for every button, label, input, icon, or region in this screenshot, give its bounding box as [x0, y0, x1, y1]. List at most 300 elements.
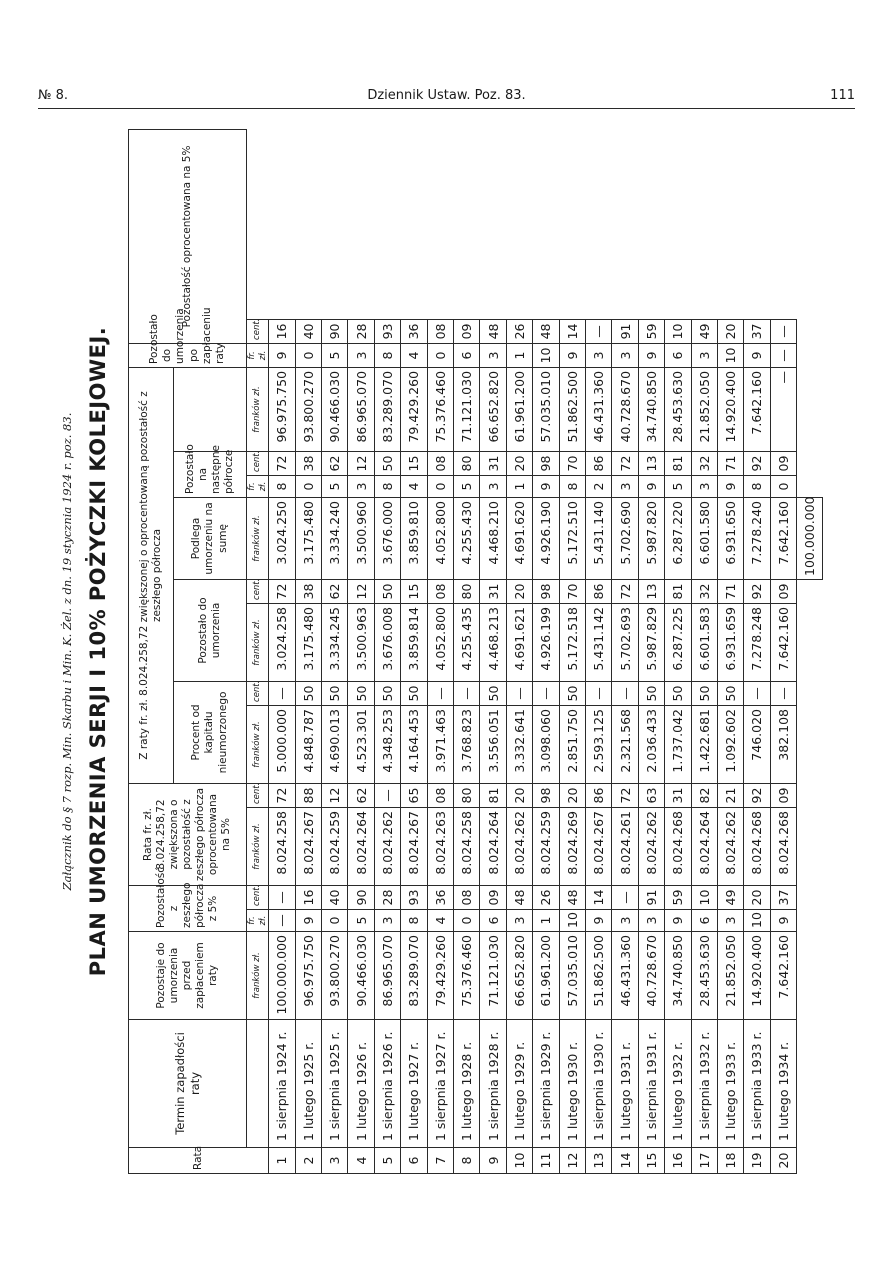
remainder-next-cent-cell: 12 — [348, 451, 374, 475]
remainder5-cent-cell: 49 — [691, 319, 717, 343]
subject-sum-cell: 7.642.160 — [770, 497, 796, 579]
rate-cent-cell: — — [374, 783, 400, 807]
remainder5-fr-cell: 3 — [612, 343, 638, 367]
remaining-cent-cell: 50 — [374, 579, 400, 603]
remainder-next-fr-cell: 1 — [506, 475, 532, 497]
remainder5-fr-cell: 9 — [744, 343, 770, 367]
term-cell: 1 lutego 1929 r. — [506, 1020, 532, 1148]
table-row — [427, 130, 453, 1174]
table-row — [717, 130, 743, 1174]
subject-sum-cell: 4.691.620 — [506, 497, 532, 579]
remaining-cent-cell: 81 — [665, 579, 691, 603]
unit-francs: franków zł. — [247, 705, 269, 783]
remainder-next-fr-cell: 9 — [638, 475, 664, 497]
remainder-prev-cent-cell: 59 — [665, 886, 691, 910]
interest-fr-cell: 3.098.060 — [533, 705, 559, 783]
remainder-next-fr-cell: 0 — [427, 475, 453, 497]
table-row — [322, 130, 348, 1174]
rate-cent-cell: 63 — [638, 783, 664, 807]
remaining-cent-cell: 20 — [506, 579, 532, 603]
remainder5-cent-cell: 59 — [638, 319, 664, 343]
row-number: 14 — [612, 1148, 638, 1174]
rate-cent-cell: 20 — [506, 783, 532, 807]
interest-cent-cell: 50 — [665, 681, 691, 705]
remaining-before-cell: 40.728.670 — [638, 932, 664, 1020]
remaining-cent-cell: 80 — [453, 579, 479, 603]
remaining-before-cell: 93.800.270 — [322, 932, 348, 1020]
remainder-prev-fr-cell: 9 — [665, 910, 691, 932]
remainder-prev-fr-cell: 4 — [427, 910, 453, 932]
remaining-after-cell: 40.728.670 — [612, 367, 638, 451]
subject-sum-cell: 4.052.800 — [427, 497, 453, 579]
remainder5-fr-cell: 8 — [374, 343, 400, 367]
table-row — [295, 130, 321, 1174]
remaining-after-cell: 7.642.160 — [744, 367, 770, 451]
term-cell: 1 lutego 1930 r. — [559, 1020, 585, 1148]
remainder-next-fr-cell: 8 — [744, 475, 770, 497]
rate-fr-cell: 8.024.258 — [269, 808, 295, 886]
subject-sum-cell: 4.468.210 — [480, 497, 506, 579]
remainder5-cent-cell: 28 — [348, 319, 374, 343]
interest-cent-cell: — — [770, 681, 796, 705]
remainder-prev-cent-cell: 10 — [691, 886, 717, 910]
remainder-prev-cent-cell: 91 — [638, 886, 664, 910]
interest-cent-cell: 50 — [295, 681, 321, 705]
remainder-next-cent-cell: 80 — [453, 451, 479, 475]
remaining-before-cell: 51.862.500 — [585, 932, 611, 1020]
subject-sum-cell: 3.859.810 — [401, 497, 427, 579]
interest-fr-cell: 2.321.568 — [612, 705, 638, 783]
empty-cell — [797, 910, 823, 932]
interest-fr-cell: 3.971.463 — [427, 705, 453, 783]
remaining-cent-cell: 62 — [322, 579, 348, 603]
header-term: Termin zapadłości raty — [129, 1020, 247, 1148]
interest-fr-cell: 4.848.787 — [295, 705, 321, 783]
header-no: Rata — [129, 1148, 269, 1174]
interest-fr-cell: 2.036.433 — [638, 705, 664, 783]
term-cell: 1 sierpnia 1924 r. — [269, 1020, 295, 1148]
subject-sum-cell: 5.172.510 — [559, 497, 585, 579]
remainder-next-cent-cell: 72 — [612, 451, 638, 475]
rate-fr-cell: 8.024.262 — [374, 808, 400, 886]
remainder5-fr-cell: 3 — [691, 343, 717, 367]
remainder-next-fr-cell: 3 — [612, 475, 638, 497]
remainder-prev-fr-cell: 3 — [506, 910, 532, 932]
remaining-fr-cell: 4.052.800 — [427, 603, 453, 681]
remainder5-cent-cell: 14 — [559, 319, 585, 343]
unit-cent: cent. — [247, 579, 269, 603]
remaining-fr-cell: 3.334.245 — [322, 603, 348, 681]
remainder5-cent-cell: 20 — [717, 319, 743, 343]
total-sum-cell: 100.000.000 — [797, 497, 823, 579]
page-number: 111 — [830, 88, 855, 103]
rate-cent-cell: 72 — [612, 783, 638, 807]
journal-title: Dziennik Ustaw. Poz. 83. — [367, 88, 526, 103]
rate-fr-cell: 8.024.268 — [744, 808, 770, 886]
rate-fr-cell: 8.024.267 — [295, 808, 321, 886]
rotated-annex — [60, 129, 870, 1174]
remainder-next-cent-cell: 86 — [585, 451, 611, 475]
remaining-after-cell: 96.975.750 — [269, 367, 295, 451]
interest-fr-cell: 3.556.051 — [480, 705, 506, 783]
unit-francs: franków zł. — [247, 603, 269, 681]
remainder-next-cent-cell: 15 — [401, 451, 427, 475]
remainder-prev-fr-cell: 3 — [612, 910, 638, 932]
remainder-prev-cent-cell: 09 — [480, 886, 506, 910]
interest-cent-cell: 50 — [348, 681, 374, 705]
remainder-prev-fr-cell: 9 — [770, 910, 796, 932]
term-cell: 1 lutego 1926 r. — [348, 1020, 374, 1148]
remaining-after-cell: 46.431.360 — [585, 367, 611, 451]
rate-cent-cell: 12 — [322, 783, 348, 807]
remainder-prev-cent-cell: 48 — [559, 886, 585, 910]
remainder5-fr-cell: 0 — [427, 343, 453, 367]
remainder-prev-fr-cell: 5 — [348, 910, 374, 932]
header-subject: Podlega umorzeniu na sumę — [174, 497, 247, 579]
rate-cent-cell: 21 — [717, 783, 743, 807]
interest-cent-cell: — — [612, 681, 638, 705]
subject-sum-cell: 3.334.240 — [322, 497, 348, 579]
remainder-next-cent-cell: 62 — [322, 451, 348, 475]
rate-cent-cell: 80 — [453, 783, 479, 807]
remainder-next-fr-cell: 3 — [691, 475, 717, 497]
subject-sum-cell: 6.931.650 — [717, 497, 743, 579]
row-number: 7 — [427, 1148, 453, 1174]
remainder-next-cent-cell: 32 — [691, 451, 717, 475]
table-row — [453, 130, 479, 1174]
interest-fr-cell: 2.851.750 — [559, 705, 585, 783]
empty-cell — [797, 603, 823, 681]
remaining-fr-cell: 6.931.659 — [717, 603, 743, 681]
table-row — [770, 130, 796, 1174]
header-remainder-5: Pozostałość oprocentowana na 5% — [129, 130, 247, 344]
remaining-after-cell: 83.289.070 — [374, 367, 400, 451]
remaining-cent-cell: 13 — [638, 579, 664, 603]
interest-cent-cell: — — [744, 681, 770, 705]
interest-cent-cell: — — [453, 681, 479, 705]
rate-cent-cell: 98 — [533, 783, 559, 807]
row-number: 20 — [770, 1148, 796, 1174]
remaining-before-cell: 61.961.200 — [533, 932, 559, 1020]
interest-cent-cell: — — [427, 681, 453, 705]
remaining-after-cell: 14.920.400 — [717, 367, 743, 451]
interest-fr-cell: 3.768.823 — [453, 705, 479, 783]
remainder5-cent-cell: 90 — [322, 319, 348, 343]
interest-fr-cell: 1.422.681 — [691, 705, 717, 783]
subject-sum-cell: 5.431.140 — [585, 497, 611, 579]
empty-cell — [797, 579, 823, 603]
rate-cent-cell: 08 — [427, 783, 453, 807]
remainder-prev-cent-cell: — — [612, 886, 638, 910]
interest-cent-cell: 50 — [480, 681, 506, 705]
table-row — [559, 130, 585, 1174]
remainder-prev-cent-cell: 49 — [717, 886, 743, 910]
plan-title: PLAN UMORZENIA SERJI I 10% POŻYCZKI KOLEJOWEJ. — [86, 326, 110, 977]
empty-cell — [797, 705, 823, 783]
rate-cent-cell: 86 — [585, 783, 611, 807]
subject-sum-cell: 3.676.000 — [374, 497, 400, 579]
remaining-before-cell: 86.965.070 — [374, 932, 400, 1020]
remaining-cent-cell: 71 — [717, 579, 743, 603]
remainder-next-cent-cell: 13 — [638, 451, 664, 475]
remainder-next-cent-cell: 31 — [480, 451, 506, 475]
remainder-next-cent-cell: 38 — [295, 451, 321, 475]
remaining-cent-cell: 86 — [585, 579, 611, 603]
row-number: 16 — [665, 1148, 691, 1174]
table-row — [374, 130, 400, 1174]
empty-cell — [797, 475, 823, 497]
remainder-next-cent-cell: 81 — [665, 451, 691, 475]
total-row — [797, 130, 823, 1174]
remaining-after-cell: 75.376.460 — [427, 367, 453, 451]
remainder5-cent-cell: 26 — [506, 319, 532, 343]
rate-fr-cell: 8.024.258 — [453, 808, 479, 886]
empty-cell — [797, 783, 823, 807]
subject-sum-cell: 5.702.690 — [612, 497, 638, 579]
interest-fr-cell: 2.593.125 — [585, 705, 611, 783]
remaining-fr-cell: 5.702.693 — [612, 603, 638, 681]
remaining-after-cell: 71.121.030 — [453, 367, 479, 451]
term-cell: 1 lutego 1927 r. — [401, 1020, 427, 1148]
row-number: 1 — [269, 1148, 295, 1174]
row-number: 10 — [506, 1148, 532, 1174]
remaining-before-cell: 46.431.360 — [612, 932, 638, 1020]
remainder-prev-fr-cell: 0 — [322, 910, 348, 932]
remainder-next-cent-cell: 20 — [506, 451, 532, 475]
rate-cent-cell: 62 — [348, 783, 374, 807]
remainder-next-fr-cell: 9 — [533, 475, 559, 497]
remaining-cent-cell: 70 — [559, 579, 585, 603]
remaining-before-cell: 96.975.750 — [295, 932, 321, 1020]
remainder-prev-fr-cell: 9 — [585, 910, 611, 932]
row-number: 15 — [638, 1148, 664, 1174]
header-z-raty: Z raty fr. zł. 8.024.258,72 zwiększonej o oprocentowaną pozostałość z zeszłego półrocza — [129, 367, 174, 783]
subject-sum-cell: 3.175.480 — [295, 497, 321, 579]
remainder-prev-fr-cell: 0 — [453, 910, 479, 932]
remaining-fr-cell: 3.676.008 — [374, 603, 400, 681]
term-cell: 1 lutego 1931 r. — [612, 1020, 638, 1148]
term-cell: 1 sierpnia 1931 r. — [638, 1020, 664, 1148]
remaining-fr-cell: 5.431.142 — [585, 603, 611, 681]
remainder5-fr-cell: 10 — [533, 343, 559, 367]
rate-fr-cell: 8.024.264 — [348, 808, 374, 886]
remaining-fr-cell: 4.926.199 — [533, 603, 559, 681]
remainder5-cent-cell: 09 — [453, 319, 479, 343]
remainder5-cent-cell: 37 — [744, 319, 770, 343]
remaining-before-cell: 66.652.820 — [506, 932, 532, 1020]
remainder-prev-cent-cell: 36 — [427, 886, 453, 910]
remainder5-fr-cell: 10 — [717, 343, 743, 367]
unit-cent: cent. — [247, 681, 269, 705]
term-cell: 1 sierpnia 1930 r. — [585, 1020, 611, 1148]
header-remaining-before: Pozostaje do umorzenia przed zapłaceniem raty — [129, 932, 247, 1020]
rate-fr-cell: 8.024.261 — [612, 808, 638, 886]
header-remainder-next: Pozostało na następne półrocze — [174, 451, 247, 497]
remainder5-fr-cell: 9 — [269, 343, 295, 367]
empty-cell — [797, 319, 823, 343]
remainder5-cent-cell: 48 — [480, 319, 506, 343]
interest-cent-cell: 50 — [717, 681, 743, 705]
remainder5-fr-cell: 3 — [585, 343, 611, 367]
table-row — [691, 130, 717, 1174]
interest-fr-cell: 5.000.000 — [269, 705, 295, 783]
empty-cell — [797, 932, 823, 1020]
header-remainder-prev: Pozostałość z zeszłego półrocza z 5% — [129, 886, 247, 932]
term-cell: 1 lutego 1928 r. — [453, 1020, 479, 1148]
remaining-before-cell: 57.035.010 — [559, 932, 585, 1020]
remaining-after-cell: 93.800.270 — [295, 367, 321, 451]
remainder-next-fr-cell: 0 — [295, 475, 321, 497]
subject-sum-cell: 4.926.190 — [533, 497, 559, 579]
row-number: 19 — [744, 1148, 770, 1174]
subject-sum-cell: 4.255.430 — [453, 497, 479, 579]
unit-cent: cent. — [247, 886, 269, 910]
term-cell: 1 sierpnia 1928 r. — [480, 1020, 506, 1148]
remaining-fr-cell: 7.278.248 — [744, 603, 770, 681]
remaining-cent-cell: 72 — [269, 579, 295, 603]
remaining-cent-cell: 12 — [348, 579, 374, 603]
rate-fr-cell: 8.024.259 — [322, 808, 348, 886]
row-number: 8 — [453, 1148, 479, 1174]
remainder5-cent-cell: 16 — [269, 319, 295, 343]
remaining-cent-cell: 32 — [691, 579, 717, 603]
remainder-prev-cent-cell: 26 — [533, 886, 559, 910]
remainder-prev-cent-cell: 48 — [506, 886, 532, 910]
remainder-next-fr-cell: 8 — [559, 475, 585, 497]
remainder5-fr-cell: — — [770, 343, 796, 367]
rate-cent-cell: 09 — [770, 783, 796, 807]
unit-francs: franków zł. — [247, 367, 269, 451]
remainder-prev-fr-cell: 10 — [744, 910, 770, 932]
rate-fr-cell: 8.024.259 — [533, 808, 559, 886]
remaining-after-cell: — — [770, 367, 796, 451]
table-row — [665, 130, 691, 1174]
header-remaining-to-amortize: Pozostało do umorzenia — [174, 579, 247, 681]
subject-sum-cell: 6.287.220 — [665, 497, 691, 579]
rate-fr-cell: 8.024.262 — [506, 808, 532, 886]
interest-cent-cell: — — [506, 681, 532, 705]
interest-fr-cell: 3.332.641 — [506, 705, 532, 783]
remaining-before-cell: 79.429.260 — [427, 932, 453, 1020]
interest-cent-cell: — — [269, 681, 295, 705]
empty-cell — [797, 1148, 823, 1174]
empty-cell — [797, 681, 823, 705]
remainder-next-cent-cell: 08 — [427, 451, 453, 475]
subject-sum-cell: 6.601.580 — [691, 497, 717, 579]
table-row — [533, 130, 559, 1174]
interest-fr-cell: 4.348.253 — [374, 705, 400, 783]
remainder-prev-cent-cell: 20 — [744, 886, 770, 910]
remainder-next-cent-cell: 70 — [559, 451, 585, 475]
remaining-after-cell: 79.429.260 — [401, 367, 427, 451]
remainder-next-fr-cell: 2 — [585, 475, 611, 497]
term-cell: 1 lutego 1932 r. — [665, 1020, 691, 1148]
remainder5-fr-cell: 9 — [638, 343, 664, 367]
remaining-before-cell: 71.121.030 — [480, 932, 506, 1020]
interest-cent-cell: 50 — [691, 681, 717, 705]
remainder-prev-fr-cell: 10 — [559, 910, 585, 932]
unit-frzl: fr. zł. — [247, 343, 269, 367]
rate-fr-cell: 8.024.263 — [427, 808, 453, 886]
remainder-next-cent-cell: 09 — [770, 451, 796, 475]
remaining-after-cell: 86.965.070 — [348, 367, 374, 451]
remainder-next-cent-cell: 71 — [717, 451, 743, 475]
rate-cent-cell: 88 — [295, 783, 321, 807]
row-number: 11 — [533, 1148, 559, 1174]
unit-francs: franków zł. — [247, 497, 269, 579]
interest-cent-cell: 50 — [374, 681, 400, 705]
remainder-next-fr-cell: 9 — [717, 475, 743, 497]
interest-fr-cell: 382.108 — [770, 705, 796, 783]
interest-fr-cell: 1.737.042 — [665, 705, 691, 783]
unit-cent: cent. — [247, 319, 269, 343]
remaining-fr-cell: 4.468.213 — [480, 603, 506, 681]
unit-label — [247, 1020, 269, 1148]
remainder-next-fr-cell: 3 — [348, 475, 374, 497]
remainder-prev-cent-cell: 08 — [453, 886, 479, 910]
annex-note: Załącznik do § 7 rozp. Min. Skarbu i Min. K. Żel. z dn. 19 stycznia 1924 r. poz. 83. — [60, 412, 74, 891]
remainder-prev-cent-cell: 28 — [374, 886, 400, 910]
remainder5-fr-cell: 1 — [506, 343, 532, 367]
remainder-next-fr-cell: 5 — [665, 475, 691, 497]
remainder-prev-fr-cell: 3 — [717, 910, 743, 932]
remainder-prev-fr-cell: 8 — [401, 910, 427, 932]
term-cell: 1 sierpnia 1932 r. — [691, 1020, 717, 1148]
remaining-fr-cell: 6.601.583 — [691, 603, 717, 681]
term-cell: 1 sierpnia 1926 r. — [374, 1020, 400, 1148]
remaining-after-cell: 90.466.030 — [322, 367, 348, 451]
rate-fr-cell: 8.024.268 — [665, 808, 691, 886]
interest-cent-cell: 50 — [401, 681, 427, 705]
remainder-next-cent-cell: 50 — [374, 451, 400, 475]
remaining-cent-cell: 38 — [295, 579, 321, 603]
remainder-prev-fr-cell: — — [269, 910, 295, 932]
unit-francs: franków zł. — [247, 932, 269, 1020]
rate-cent-cell: 72 — [269, 783, 295, 807]
remainder-next-cent-cell: 98 — [533, 451, 559, 475]
remainder5-fr-cell: 4 — [401, 343, 427, 367]
interest-cent-cell: — — [585, 681, 611, 705]
running-head — [38, 86, 855, 109]
remaining-fr-cell: 4.255.435 — [453, 603, 479, 681]
remaining-after-cell: 28.453.630 — [665, 367, 691, 451]
remainder5-fr-cell: 5 — [322, 343, 348, 367]
table-row — [269, 130, 295, 1174]
table-row — [638, 130, 664, 1174]
remainder-prev-fr-cell: 3 — [638, 910, 664, 932]
remainder5-cent-cell: — — [770, 319, 796, 343]
remaining-after-cell: 57.035.010 — [533, 367, 559, 451]
rate-cent-cell: 82 — [691, 783, 717, 807]
rate-fr-cell: 8.024.268 — [770, 808, 796, 886]
remaining-cent-cell: 08 — [427, 579, 453, 603]
empty-cell — [797, 367, 823, 451]
rate-fr-cell: 8.024.269 — [559, 808, 585, 886]
remaining-before-cell: 100.000.000 — [269, 932, 295, 1020]
issue-number: № 8. — [38, 88, 69, 103]
term-cell: 1 lutego 1925 r. — [295, 1020, 321, 1148]
remainder-prev-fr-cell: 3 — [374, 910, 400, 932]
remaining-after-cell: 34.740.850 — [638, 367, 664, 451]
row-number: 13 — [585, 1148, 611, 1174]
rate-fr-cell: 8.024.267 — [401, 808, 427, 886]
interest-fr-cell: 4.523.301 — [348, 705, 374, 783]
remaining-fr-cell: 3.024.258 — [269, 603, 295, 681]
remaining-fr-cell: 3.175.480 — [295, 603, 321, 681]
rate-fr-cell: 8.024.264 — [691, 808, 717, 886]
subject-sum-cell: 7.278.240 — [744, 497, 770, 579]
remaining-fr-cell: 5.172.518 — [559, 603, 585, 681]
